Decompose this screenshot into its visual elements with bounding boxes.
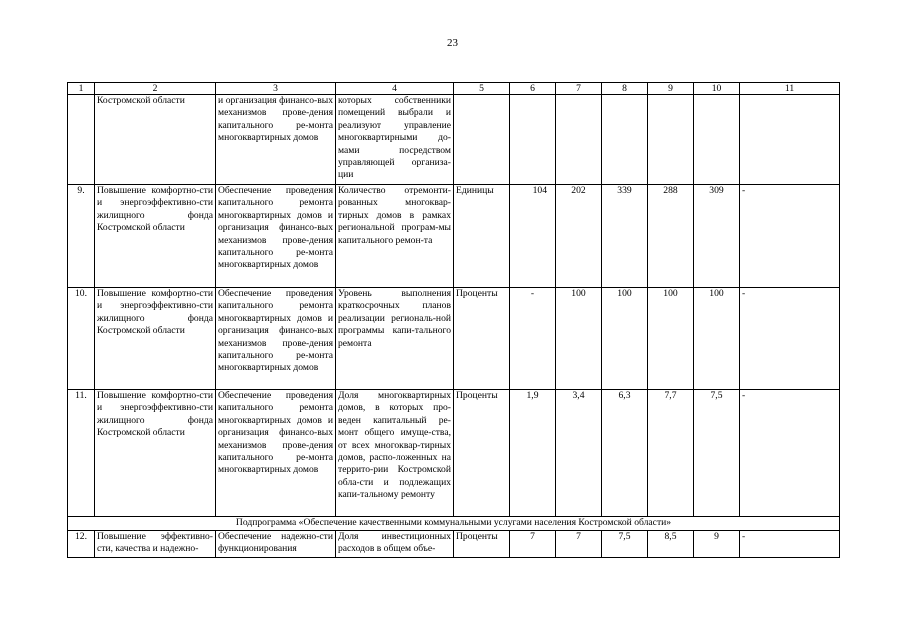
value-col10: 100 — [694, 288, 740, 390]
value-col11: - — [740, 390, 840, 517]
row-number — [68, 95, 95, 185]
row-number: 9. — [68, 185, 95, 288]
value-col6: 7 — [510, 531, 556, 558]
column-header: 6 — [510, 83, 556, 95]
task-cell: Обеспечение проведения капитального ремонта многоквартирных домов и организация финансо-вых механизмов прове-дения капитального ре-монта многоквартирных домов — [216, 390, 336, 517]
table-row — [68, 288, 840, 390]
value-col7: 100 — [556, 288, 602, 390]
value-col6: - — [510, 288, 556, 390]
value-col10: 309 — [694, 185, 740, 288]
column-header: 9 — [648, 83, 694, 95]
value-col10: 9 — [694, 531, 740, 558]
indicator-cell: которых собственники помещений выбрали и реализуют управление многоквартирными до-мами посредством управляющей организа-ции — [336, 95, 454, 185]
goal-cell: Повышение эффективно-сти, качества и надежно- — [95, 531, 216, 558]
indicator-cell: Доля многоквартирных домов, в которых про-веден капитальный ре-монт общего имуще-ства, от всех многоквар-тирных домов, распо-ложенных на террито-рии Костромской обла-сти и подлежащих капи-тальному ремонту — [336, 390, 454, 517]
value-col11: - — [740, 185, 840, 288]
value-col7: 7 — [556, 531, 602, 558]
indicator-cell: Доля инвестиционных расходов в общем объе- — [336, 531, 454, 558]
value-col11: - — [740, 531, 840, 558]
column-header: 1 — [68, 83, 95, 95]
value-col8: 6,3 — [602, 390, 648, 517]
value-col8: 7,5 — [602, 531, 648, 558]
column-header: 4 — [336, 83, 454, 95]
value-col8: 100 — [602, 288, 648, 390]
value-col9: 100 — [648, 288, 694, 390]
column-header: 11 — [740, 83, 840, 95]
page-number: 23 — [447, 37, 458, 49]
indicator-cell: Количество отремонти-рованных многоквар-тирных домов в рамках региональной програм-мы капитального ремон-та — [336, 185, 454, 288]
indicators-table — [67, 82, 840, 558]
goal-cell: Повышение комфортно-сти и энергоэффективно-сти жилищного фонда Костромской области — [95, 288, 216, 390]
value-col7: 202 — [556, 185, 602, 288]
subprogram-row — [68, 517, 840, 531]
table-row — [68, 185, 840, 288]
indicator-cell: Уровень выполнения краткосрочных планов реализации региональ-ной программы капи-тального ремонта — [336, 288, 454, 390]
task-cell: Обеспечение проведения капитального ремонта многоквартирных домов и организация финансо-вых механизмов прове-дения капитального ре-монта многоквартирных домов — [216, 288, 336, 390]
row-number: 12. — [68, 531, 95, 558]
task-cell: и организация финансо-вых механизмов прове-дения капитального ре-монта многоквартирных домов — [216, 95, 336, 185]
unit-cell: Проценты — [454, 288, 510, 390]
unit-cell: Проценты — [454, 531, 510, 558]
value-col9: 8,5 — [648, 531, 694, 558]
value-col10: 7,5 — [694, 390, 740, 517]
unit-cell: Проценты — [454, 390, 510, 517]
value-col7: 3,4 — [556, 390, 602, 517]
task-cell: Обеспечение проведения капитального ремонта многоквартирных домов и организация финансо-вых механизмов прове-дения капитального ре-монта многоквартирных домов — [216, 185, 336, 288]
value-2017: 104 — [510, 185, 556, 288]
column-number-row — [68, 83, 840, 95]
column-header: 3 — [216, 83, 336, 95]
table-row — [68, 390, 840, 517]
column-header: 2 — [95, 83, 216, 95]
column-header: 5 — [454, 83, 510, 95]
table-row-continued — [68, 95, 840, 185]
goal-cell: Костромской области — [95, 95, 216, 185]
value-col9: 7,7 — [648, 390, 694, 517]
subprogram-heading: Подпрограмма «Обеспечение качественными коммунальными услугами населения Костромской области» — [68, 517, 840, 531]
row-number: 10. — [68, 288, 95, 390]
unit-cell: Единицы — [454, 185, 510, 288]
value-col6: 1,9 — [510, 390, 556, 517]
row-number: 11. — [68, 390, 95, 517]
column-header: 7 — [556, 83, 602, 95]
table-row — [68, 531, 840, 558]
goal-cell: Повышение комфортно-сти и энергоэффективно-сти жилищного фонда Костромской области — [95, 390, 216, 517]
goal-cell: Повышение комфортно-сти и энергоэффективно-сти жилищного фонда Костромской области — [95, 185, 216, 288]
task-cell: Обеспечение надежно-сти функционирования — [216, 531, 336, 558]
column-header: 8 — [602, 83, 648, 95]
value-col11: - — [740, 288, 840, 390]
column-header: 10 — [694, 83, 740, 95]
value-col9: 288 — [648, 185, 694, 288]
value-col8: 339 — [602, 185, 648, 288]
